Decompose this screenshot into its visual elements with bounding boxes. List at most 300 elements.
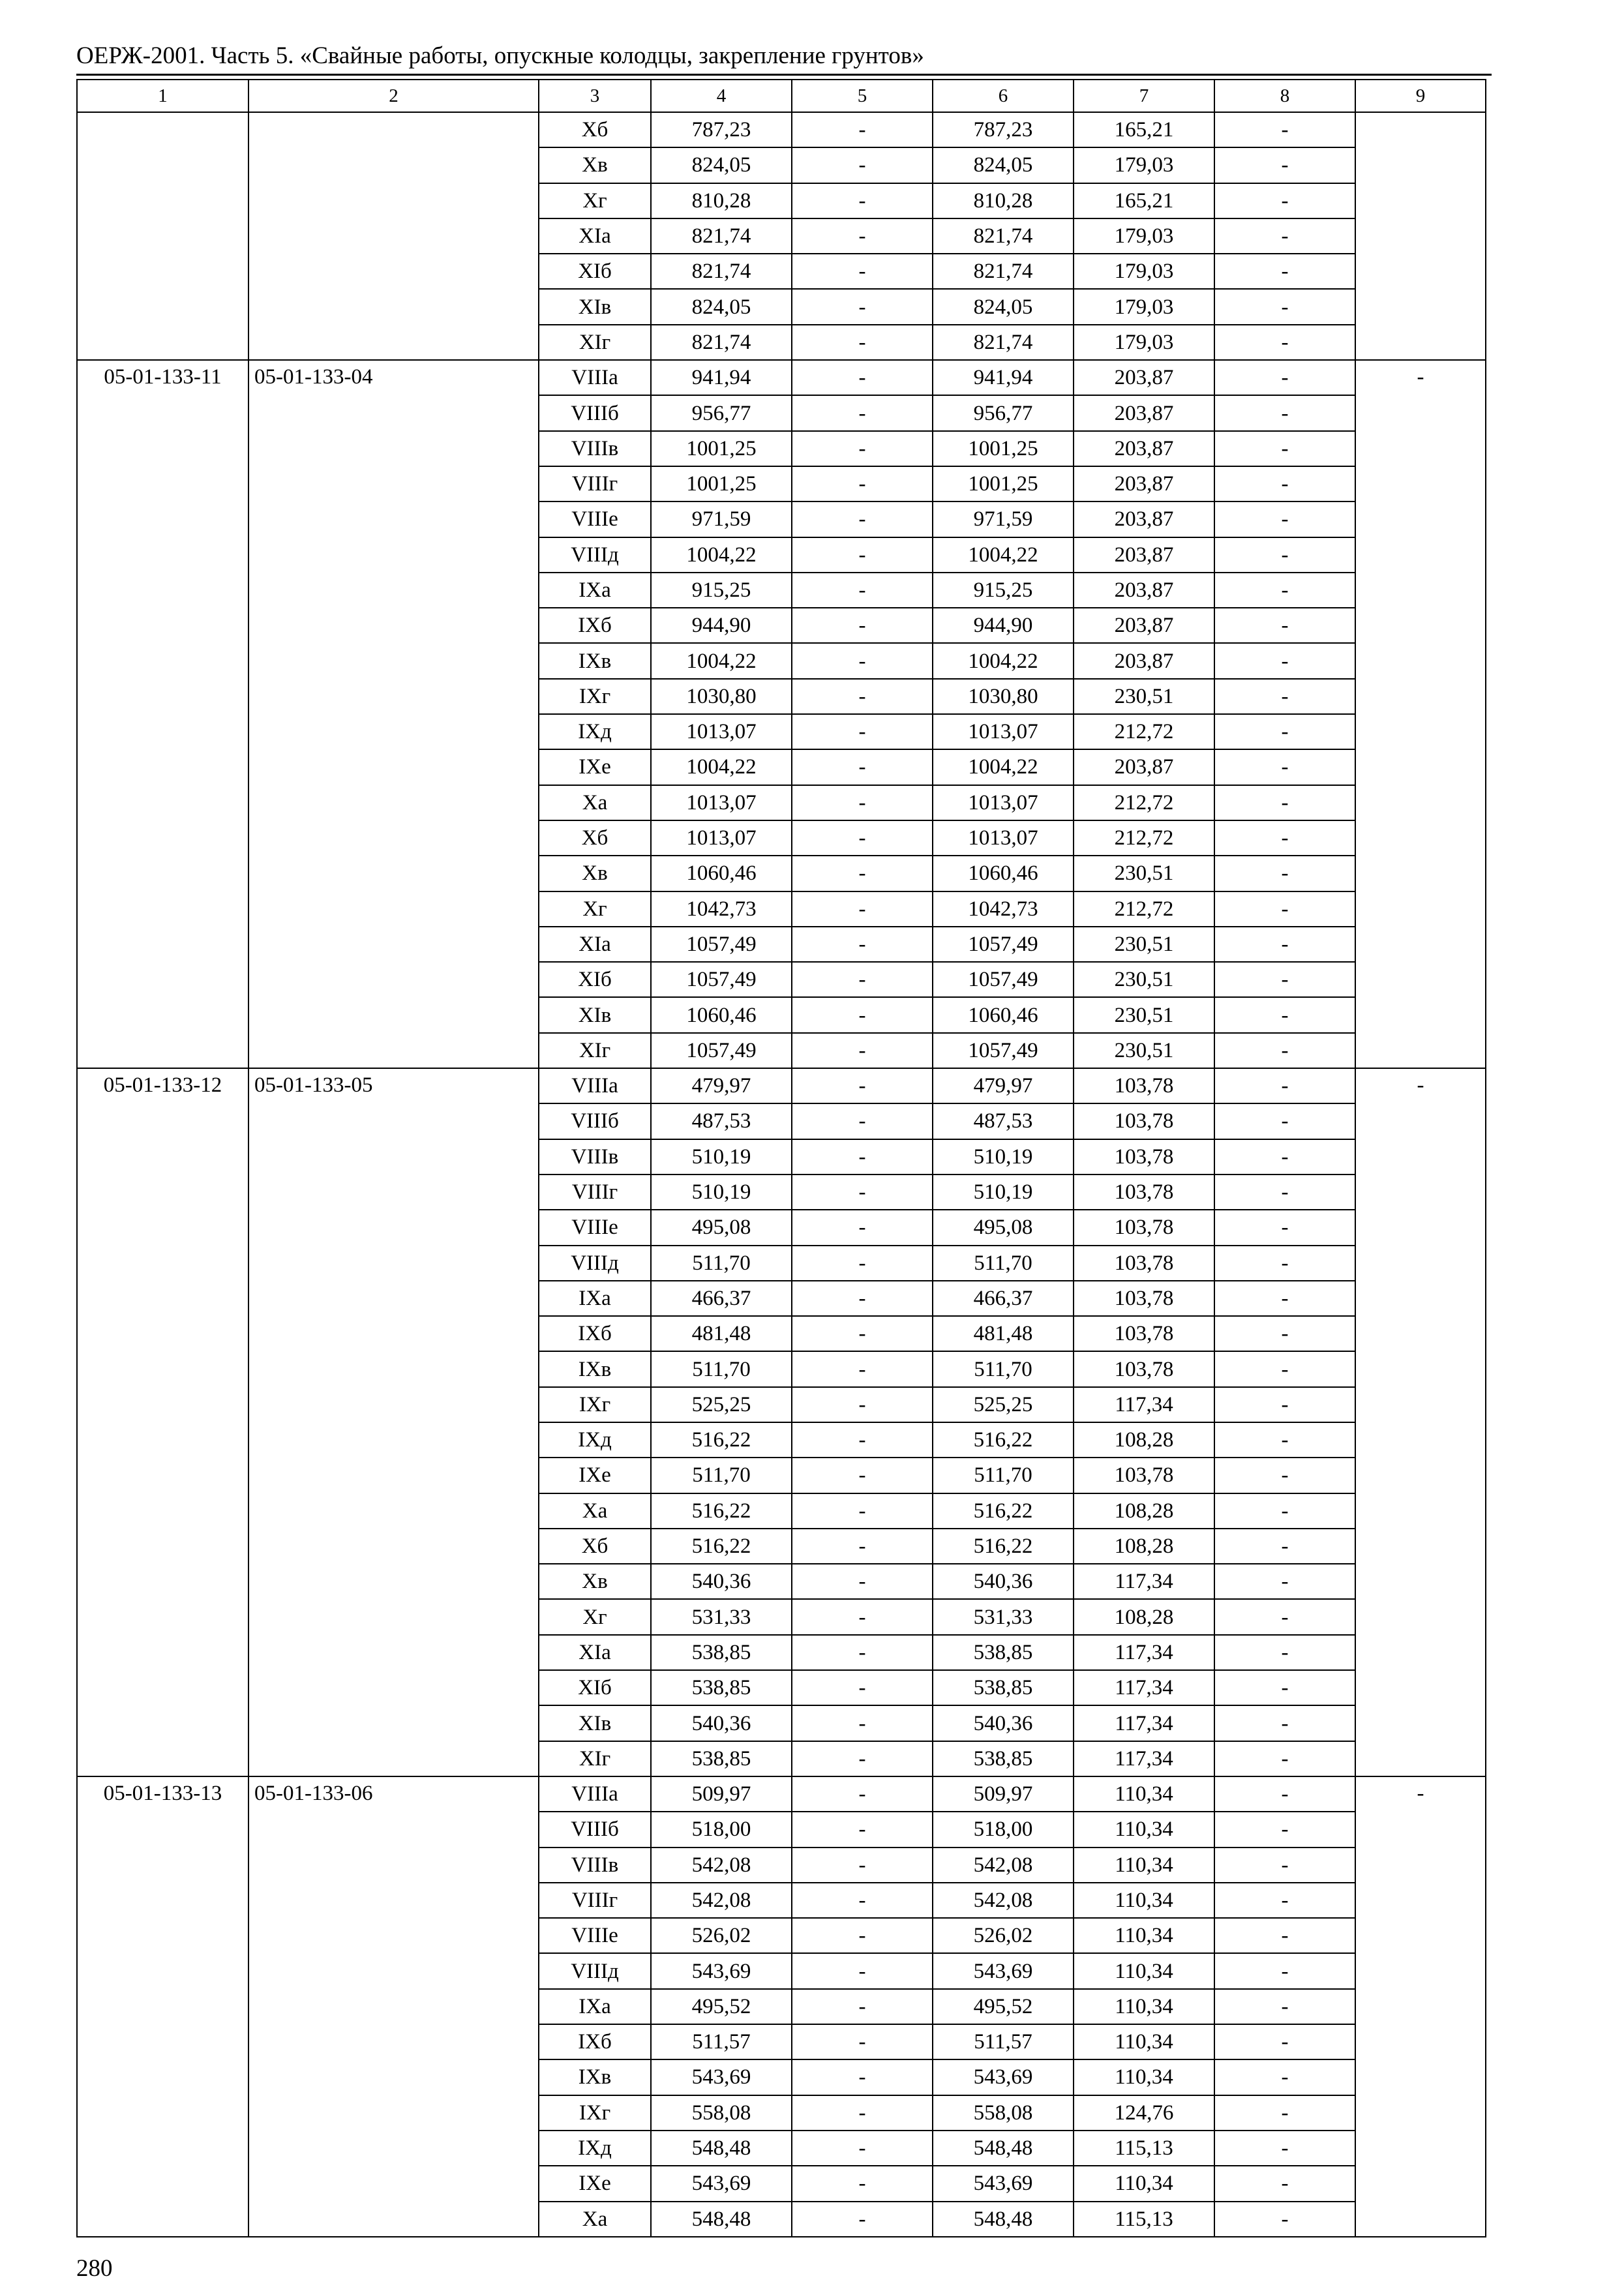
col7-value: 110,34 <box>1074 2166 1214 2201</box>
col7-value: 179,03 <box>1074 218 1214 254</box>
col6-value: 540,36 <box>933 1705 1074 1741</box>
zone: VIIIа <box>539 360 651 395</box>
col8-value: - <box>1214 431 1355 466</box>
col8-value: - <box>1214 714 1355 749</box>
col5-value: - <box>792 183 933 218</box>
col8-value: - <box>1214 1422 1355 1458</box>
zone: Хб <box>539 112 651 147</box>
col6-value: 525,25 <box>933 1387 1074 1422</box>
zone: ХIб <box>539 962 651 997</box>
col8-value: - <box>1214 1635 1355 1670</box>
col6-value: 531,33 <box>933 1599 1074 1634</box>
col5-value: - <box>792 1316 933 1351</box>
col8-value: - <box>1214 1316 1355 1351</box>
zone: ХIг <box>539 1741 651 1776</box>
rate-code: 05-01-133-11 <box>77 360 248 1068</box>
zone: IХб <box>539 608 651 643</box>
col6-value: 1001,25 <box>933 431 1074 466</box>
col4-value: 548,48 <box>651 2202 792 2237</box>
zone: VIIIе <box>539 501 651 537</box>
col6-value: 516,22 <box>933 1529 1074 1564</box>
column-number-row <box>77 80 1486 112</box>
col7-value: 203,87 <box>1074 608 1214 643</box>
col7-value: 115,13 <box>1074 2131 1214 2166</box>
col5-value: - <box>792 325 933 360</box>
col4-value: 1057,49 <box>651 962 792 997</box>
zone: Хг <box>539 183 651 218</box>
col6-value: 543,69 <box>933 2166 1074 2201</box>
col5-value: - <box>792 1422 933 1458</box>
zone: ХIб <box>539 1670 651 1705</box>
col6-value: 543,69 <box>933 2059 1074 2095</box>
col7-value: 110,34 <box>1074 1848 1214 1883</box>
col5-value: - <box>792 112 933 147</box>
col7-value: 103,78 <box>1074 1246 1214 1281</box>
col8-value: - <box>1214 927 1355 962</box>
col4-value: 548,48 <box>651 2131 792 2166</box>
zone: VIIIв <box>539 1139 651 1174</box>
zone: IХе <box>539 2166 651 2201</box>
col7-value: 108,28 <box>1074 1422 1214 1458</box>
col9-value: - <box>1355 1776 1486 2237</box>
col7-value: 230,51 <box>1074 927 1214 962</box>
zone: IХд <box>539 714 651 749</box>
col7-value: 203,87 <box>1074 360 1214 395</box>
zone: Хв <box>539 1564 651 1599</box>
col7-value: 103,78 <box>1074 1281 1214 1316</box>
col8-value: - <box>1214 679 1355 714</box>
col5-value: - <box>792 466 933 501</box>
col4-value: 518,00 <box>651 1812 792 1847</box>
col7-value: 212,72 <box>1074 820 1214 856</box>
col6-value: 971,59 <box>933 501 1074 537</box>
col6-value: 543,69 <box>933 1953 1074 1988</box>
zone: IХг <box>539 2095 651 2131</box>
col5-value: - <box>792 1953 933 1988</box>
col5-value: - <box>792 749 933 785</box>
col7-value: 117,34 <box>1074 1670 1214 1705</box>
col4-value: 516,22 <box>651 1529 792 1564</box>
column-number-3: 3 <box>539 80 651 112</box>
col5-value: - <box>792 1848 933 1883</box>
col7-value: 203,87 <box>1074 395 1214 430</box>
col6-value: 824,05 <box>933 147 1074 183</box>
col4-value: 479,97 <box>651 1068 792 1103</box>
col8-value: - <box>1214 1103 1355 1139</box>
col5-value: - <box>792 962 933 997</box>
col4-value: 511,70 <box>651 1246 792 1281</box>
col8-value: - <box>1214 395 1355 430</box>
page-header-title: ОЕРЖ-2001. Часть 5. «Свайные работы, опускные колодцы, закрепление грунтов» <box>76 42 924 69</box>
col7-value: 124,76 <box>1074 2095 1214 2131</box>
col5-value: - <box>792 1351 933 1386</box>
col5-value: - <box>792 2131 933 2166</box>
zone: Хб <box>539 1529 651 1564</box>
zone: VIIIг <box>539 1883 651 1918</box>
col6-value: 1001,25 <box>933 466 1074 501</box>
col6-value: 510,19 <box>933 1174 1074 1210</box>
col8-value: - <box>1214 537 1355 573</box>
col4-value: 821,74 <box>651 254 792 289</box>
column-number-4: 4 <box>651 80 792 112</box>
col8-value: - <box>1214 1918 1355 1953</box>
col4-value: 538,85 <box>651 1741 792 1776</box>
zone: IХа <box>539 573 651 608</box>
col7-value: 110,34 <box>1074 2024 1214 2059</box>
col5-value: - <box>792 679 933 714</box>
col4-value: 1042,73 <box>651 891 792 927</box>
col6-value: 495,08 <box>933 1210 1074 1245</box>
col5-value: - <box>792 1139 933 1174</box>
col6-value: 511,70 <box>933 1458 1074 1493</box>
col8-value: - <box>1214 785 1355 820</box>
zone: IХг <box>539 1387 651 1422</box>
col4-value: 510,19 <box>651 1139 792 1174</box>
zone: IХб <box>539 2024 651 2059</box>
col6-value: 548,48 <box>933 2131 1074 2166</box>
col8-value: - <box>1214 254 1355 289</box>
col7-value: 117,34 <box>1074 1387 1214 1422</box>
col7-value: 203,87 <box>1074 643 1214 678</box>
col4-value: 509,97 <box>651 1776 792 1812</box>
col6-value: 466,37 <box>933 1281 1074 1316</box>
col8-value: - <box>1214 856 1355 891</box>
col6-value: 538,85 <box>933 1741 1074 1776</box>
col7-value: 110,34 <box>1074 1918 1214 1953</box>
col8-value: - <box>1214 2059 1355 2095</box>
col7-value: 103,78 <box>1074 1103 1214 1139</box>
zone: VIIIе <box>539 1918 651 1953</box>
col6-value: 821,74 <box>933 325 1074 360</box>
zone: IХе <box>539 749 651 785</box>
reference-code: 05-01-133-04 <box>248 360 539 1068</box>
col6-value: 487,53 <box>933 1103 1074 1139</box>
col4-value: 1004,22 <box>651 643 792 678</box>
col4-value: 516,22 <box>651 1422 792 1458</box>
col5-value: - <box>792 1033 933 1068</box>
col4-value: 543,69 <box>651 2059 792 2095</box>
col7-value: 103,78 <box>1074 1174 1214 1210</box>
col7-value: 110,34 <box>1074 1989 1214 2024</box>
zone: Ха <box>539 785 651 820</box>
zone: IХа <box>539 1281 651 1316</box>
col6-value: 944,90 <box>933 608 1074 643</box>
col7-value: 212,72 <box>1074 714 1214 749</box>
col8-value: - <box>1214 147 1355 183</box>
col4-value: 824,05 <box>651 147 792 183</box>
col4-value: 538,85 <box>651 1635 792 1670</box>
zone: ХIг <box>539 325 651 360</box>
col5-value: - <box>792 2166 933 2201</box>
col8-value: - <box>1214 1068 1355 1103</box>
col5-value: - <box>792 1776 933 1812</box>
col5-value: - <box>792 1670 933 1705</box>
zone: Хб <box>539 820 651 856</box>
col4-value: 915,25 <box>651 573 792 608</box>
col4-value: 1060,46 <box>651 856 792 891</box>
col5-value: - <box>792 891 933 927</box>
zone: VIIIа <box>539 1068 651 1103</box>
col6-value: 558,08 <box>933 2095 1074 2131</box>
col6-value: 956,77 <box>933 395 1074 430</box>
col5-value: - <box>792 927 933 962</box>
col8-value: - <box>1214 1599 1355 1634</box>
col8-value: - <box>1214 1351 1355 1386</box>
col4-value: 495,52 <box>651 1989 792 2024</box>
col7-value: 179,03 <box>1074 147 1214 183</box>
col7-value: 230,51 <box>1074 1033 1214 1068</box>
col7-value: 203,87 <box>1074 749 1214 785</box>
col6-value: 509,97 <box>933 1776 1074 1812</box>
col6-value: 510,19 <box>933 1139 1074 1174</box>
col8-value: - <box>1214 1529 1355 1564</box>
zone: IХб <box>539 1316 651 1351</box>
column-number-1: 1 <box>77 80 248 112</box>
col7-value: 103,78 <box>1074 1068 1214 1103</box>
zone: Хг <box>539 1599 651 1634</box>
col8-value: - <box>1214 891 1355 927</box>
col4-value: 787,23 <box>651 112 792 147</box>
zone: ХIа <box>539 927 651 962</box>
col6-value: 915,25 <box>933 573 1074 608</box>
col5-value: - <box>792 785 933 820</box>
zone: VIIIд <box>539 537 651 573</box>
col5-value: - <box>792 2059 933 2095</box>
col8-value: - <box>1214 1493 1355 1529</box>
col5-value: - <box>792 254 933 289</box>
col5-value: - <box>792 289 933 324</box>
col6-value: 1057,49 <box>933 927 1074 962</box>
col6-value: 1042,73 <box>933 891 1074 927</box>
zone: VIIIб <box>539 1103 651 1139</box>
col4-value: 941,94 <box>651 360 792 395</box>
col8-value: - <box>1214 1670 1355 1705</box>
col4-value: 531,33 <box>651 1599 792 1634</box>
col9-value: - <box>1355 360 1486 1068</box>
zone: Ха <box>539 2202 651 2237</box>
col7-value: 115,13 <box>1074 2202 1214 2237</box>
zone: VIIIа <box>539 1776 651 1812</box>
col4-value: 1060,46 <box>651 997 792 1032</box>
col5-value: - <box>792 573 933 608</box>
col7-value: 230,51 <box>1074 962 1214 997</box>
col8-value: - <box>1214 1139 1355 1174</box>
col7-value: 212,72 <box>1074 891 1214 927</box>
col7-value: 203,87 <box>1074 501 1214 537</box>
col8-value: - <box>1214 1812 1355 1847</box>
col4-value: 1001,25 <box>651 431 792 466</box>
col7-value: 179,03 <box>1074 289 1214 324</box>
col8-value: - <box>1214 749 1355 785</box>
zone: VIIIд <box>539 1246 651 1281</box>
zone: VIIIг <box>539 466 651 501</box>
col6-value: 1057,49 <box>933 962 1074 997</box>
zone: IХв <box>539 643 651 678</box>
col8-value: - <box>1214 1776 1355 1812</box>
col5-value: - <box>792 820 933 856</box>
col7-value: 117,34 <box>1074 1635 1214 1670</box>
col5-value: - <box>792 501 933 537</box>
col8-value: - <box>1214 1210 1355 1245</box>
col8-value: - <box>1214 2202 1355 2237</box>
col7-value: 203,87 <box>1074 573 1214 608</box>
col8-value: - <box>1214 183 1355 218</box>
col4-value: 543,69 <box>651 2166 792 2201</box>
zone: ХIа <box>539 218 651 254</box>
col8-value: - <box>1214 2024 1355 2059</box>
col5-value: - <box>792 608 933 643</box>
col6-value: 1013,07 <box>933 820 1074 856</box>
col6-value: 495,52 <box>933 1989 1074 2024</box>
col4-value: 542,08 <box>651 1883 792 1918</box>
col7-value: 203,87 <box>1074 431 1214 466</box>
header-divider <box>76 74 1492 76</box>
col4-value: 1057,49 <box>651 927 792 962</box>
zone: ХIа <box>539 1635 651 1670</box>
blank-cell-col2 <box>248 112 539 360</box>
zone: IХе <box>539 1458 651 1493</box>
col6-value: 824,05 <box>933 289 1074 324</box>
col6-value: 1060,46 <box>933 997 1074 1032</box>
col7-value: 179,03 <box>1074 254 1214 289</box>
col4-value: 558,08 <box>651 2095 792 2131</box>
col4-value: 1013,07 <box>651 785 792 820</box>
zone: VIIIв <box>539 1848 651 1883</box>
zone: ХIв <box>539 289 651 324</box>
column-number-2: 2 <box>248 80 539 112</box>
blank-cell-col9 <box>1355 112 1486 360</box>
col4-value: 526,02 <box>651 1918 792 1953</box>
zone: VIIIе <box>539 1210 651 1245</box>
col5-value: - <box>792 1246 933 1281</box>
col8-value: - <box>1214 1458 1355 1493</box>
col7-value: 165,21 <box>1074 112 1214 147</box>
col6-value: 1004,22 <box>933 537 1074 573</box>
col5-value: - <box>792 1068 933 1103</box>
col7-value: 165,21 <box>1074 183 1214 218</box>
col7-value: 212,72 <box>1074 785 1214 820</box>
col5-value: - <box>792 1281 933 1316</box>
col6-value: 821,74 <box>933 218 1074 254</box>
col7-value: 117,34 <box>1074 1741 1214 1776</box>
zone: VIIIб <box>539 1812 651 1847</box>
col6-value: 538,85 <box>933 1670 1074 1705</box>
col6-value: 1060,46 <box>933 856 1074 891</box>
col6-value: 540,36 <box>933 1564 1074 1599</box>
col7-value: 103,78 <box>1074 1458 1214 1493</box>
col5-value: - <box>792 1918 933 1953</box>
col6-value: 538,85 <box>933 1635 1074 1670</box>
col8-value: - <box>1214 1848 1355 1883</box>
col4-value: 511,57 <box>651 2024 792 2059</box>
col7-value: 110,34 <box>1074 1953 1214 1988</box>
col8-value: - <box>1214 2095 1355 2131</box>
col6-value: 481,48 <box>933 1316 1074 1351</box>
col5-value: - <box>792 1174 933 1210</box>
col7-value: 110,34 <box>1074 1776 1214 1812</box>
col8-value: - <box>1214 1989 1355 2024</box>
col5-value: - <box>792 1458 933 1493</box>
col6-value: 810,28 <box>933 183 1074 218</box>
col7-value: 230,51 <box>1074 997 1214 1032</box>
col4-value: 481,48 <box>651 1316 792 1351</box>
rate-code: 05-01-133-13 <box>77 1776 248 2237</box>
zone: IХв <box>539 1351 651 1386</box>
col5-value: - <box>792 218 933 254</box>
col8-value: - <box>1214 643 1355 678</box>
col8-value: - <box>1214 608 1355 643</box>
col6-value: 787,23 <box>933 112 1074 147</box>
col4-value: 495,08 <box>651 1210 792 1245</box>
col4-value: 525,25 <box>651 1387 792 1422</box>
col8-value: - <box>1214 1883 1355 1918</box>
col7-value: 103,78 <box>1074 1351 1214 1386</box>
col4-value: 540,36 <box>651 1705 792 1741</box>
zone: ХIб <box>539 254 651 289</box>
col4-value: 1001,25 <box>651 466 792 501</box>
col5-value: - <box>792 1635 933 1670</box>
col5-value: - <box>792 714 933 749</box>
col6-value: 1004,22 <box>933 643 1074 678</box>
col7-value: 110,34 <box>1074 1812 1214 1847</box>
zone: Хв <box>539 856 651 891</box>
col4-value: 1004,22 <box>651 537 792 573</box>
col7-value: 230,51 <box>1074 856 1214 891</box>
col8-value: - <box>1214 1705 1355 1741</box>
price-table <box>76 79 1486 2237</box>
col9-value: - <box>1355 1068 1486 1776</box>
col6-value: 542,08 <box>933 1883 1074 1918</box>
col5-value: - <box>792 2095 933 2131</box>
col4-value: 487,53 <box>651 1103 792 1139</box>
zone: IХд <box>539 1422 651 1458</box>
col4-value: 516,22 <box>651 1493 792 1529</box>
table-body <box>77 80 1486 2237</box>
col4-value: 466,37 <box>651 1281 792 1316</box>
col4-value: 1057,49 <box>651 1033 792 1068</box>
table-row <box>77 112 1486 147</box>
col4-value: 540,36 <box>651 1564 792 1599</box>
col7-value: 103,78 <box>1074 1316 1214 1351</box>
col4-value: 511,70 <box>651 1458 792 1493</box>
col6-value: 516,22 <box>933 1422 1074 1458</box>
reference-code: 05-01-133-05 <box>248 1068 539 1776</box>
col6-value: 479,97 <box>933 1068 1074 1103</box>
col7-value: 108,28 <box>1074 1599 1214 1634</box>
col7-value: 108,28 <box>1074 1529 1214 1564</box>
col5-value: - <box>792 1812 933 1847</box>
col4-value: 1013,07 <box>651 820 792 856</box>
zone: ХIв <box>539 997 651 1032</box>
col5-value: - <box>792 1210 933 1245</box>
col5-value: - <box>792 1741 933 1776</box>
column-number-9: 9 <box>1355 80 1486 112</box>
zone: VIIIб <box>539 395 651 430</box>
col6-value: 1004,22 <box>933 749 1074 785</box>
col8-value: - <box>1214 218 1355 254</box>
zone: IХа <box>539 1989 651 2024</box>
col6-value: 511,70 <box>933 1351 1074 1386</box>
col7-value: 117,34 <box>1074 1564 1214 1599</box>
col4-value: 821,74 <box>651 325 792 360</box>
col6-value: 1057,49 <box>933 1033 1074 1068</box>
column-number-7: 7 <box>1074 80 1214 112</box>
col5-value: - <box>792 395 933 430</box>
col8-value: - <box>1214 360 1355 395</box>
zone: Ха <box>539 1493 651 1529</box>
reference-code: 05-01-133-06 <box>248 1776 539 2237</box>
col8-value: - <box>1214 820 1355 856</box>
